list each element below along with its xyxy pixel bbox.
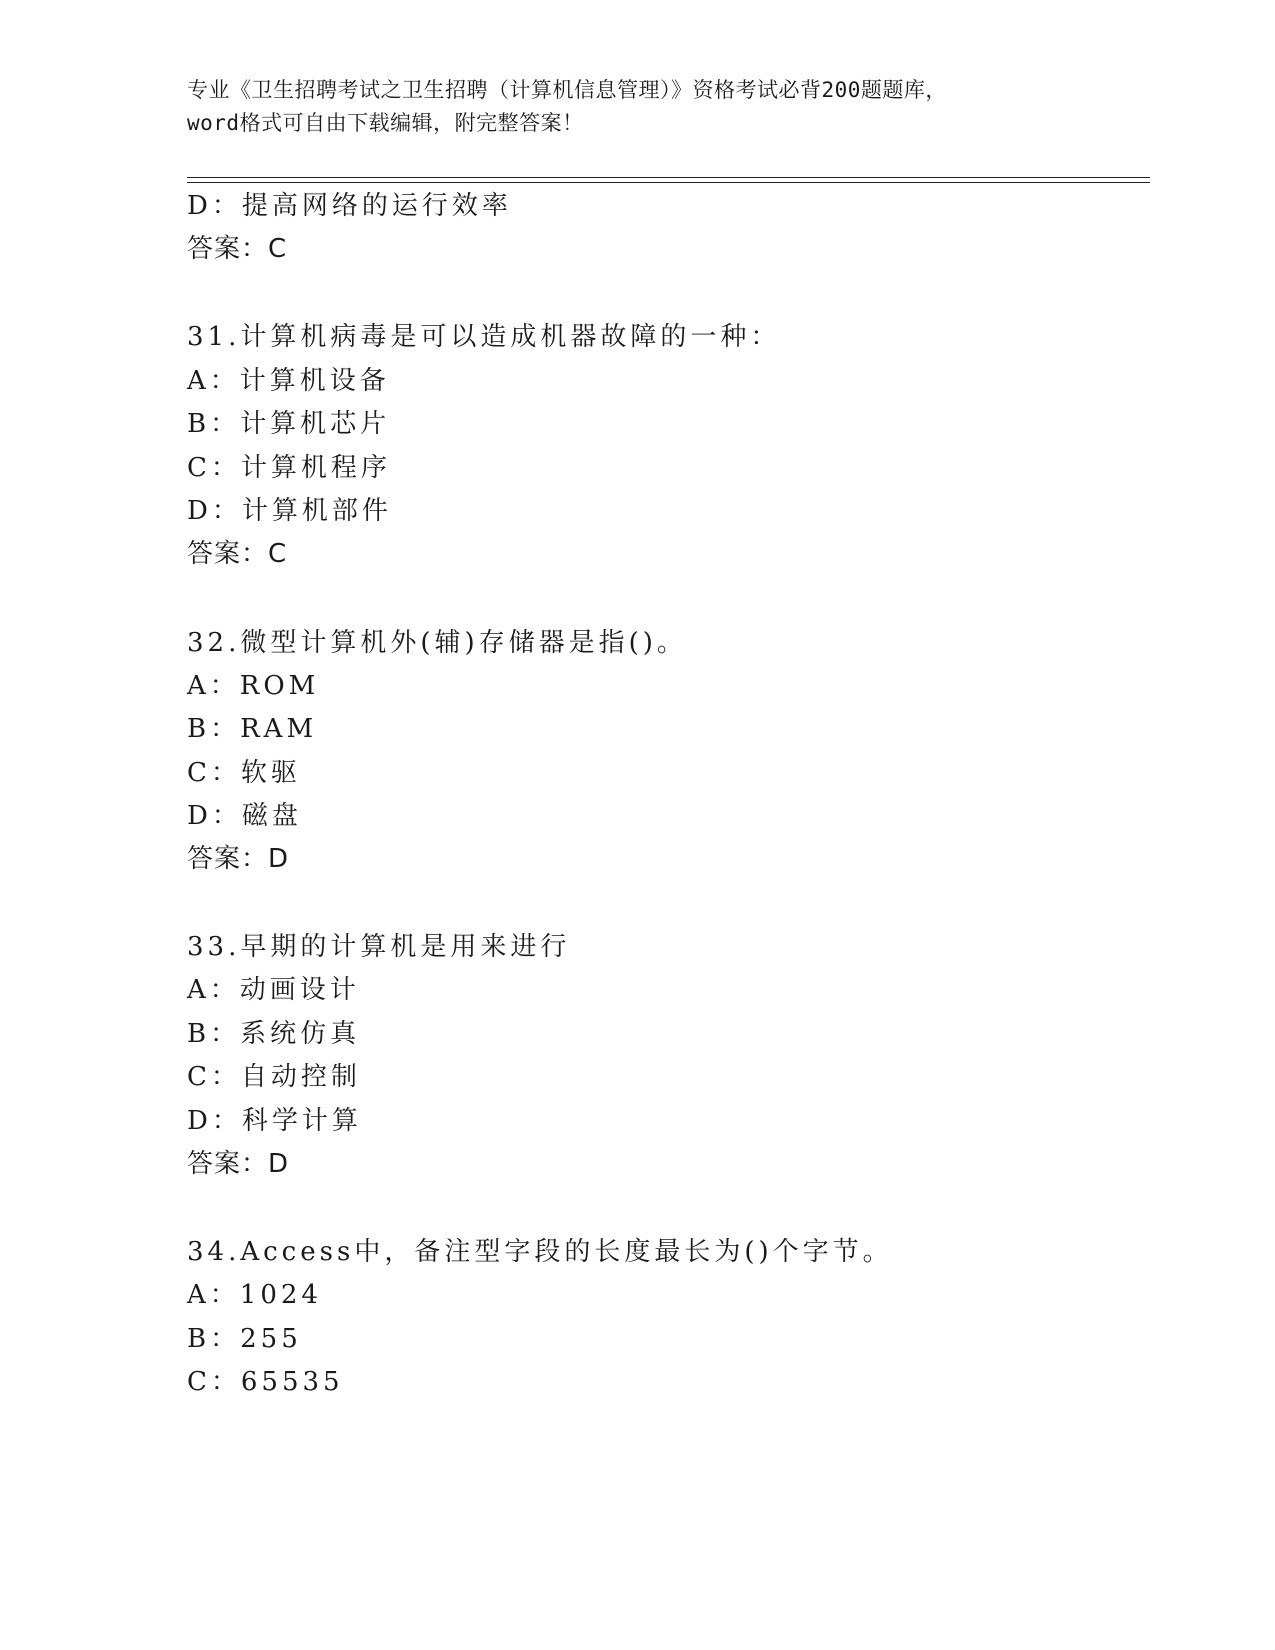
- document-header: [187, 74, 1087, 140]
- question-31-answer: 答案：C: [187, 539, 288, 569]
- question-34-option-b: B：255: [187, 1324, 302, 1354]
- question-32-answer: 答案：D: [187, 844, 290, 874]
- header-divider-bottom: [187, 182, 1150, 183]
- question-33-option-a: A：动画设计: [187, 975, 360, 1005]
- question-31-stem: 31.计算机病毒是可以造成机器故障的一种：: [187, 322, 781, 352]
- question-34-stem: 34.Access中，备注型字段的长度最长为()个字节。: [187, 1237, 893, 1267]
- question-32-stem: 32.微型计算机外(辅)存储器是指()。: [187, 628, 687, 658]
- question-33-stem: 33.早期的计算机是用来进行: [187, 932, 571, 962]
- question-33-answer: 答案：D: [187, 1149, 290, 1179]
- question-32-option-c: C：软驱: [187, 758, 301, 788]
- question-31-option-c: C：计算机程序: [187, 453, 391, 483]
- question-33-option-b: B：系统仿真: [187, 1019, 361, 1049]
- prev-option-d: D：提高网络的运行效率: [187, 191, 512, 221]
- question-32-option-a: A：ROM: [187, 671, 320, 701]
- question-34-option-a: A：1024: [187, 1280, 322, 1310]
- question-31-option-a: A：计算机设备: [187, 366, 390, 396]
- prev-answer: 答案：C: [187, 234, 288, 264]
- question-34-option-c: C：65535: [187, 1367, 344, 1397]
- question-32-option-d: D：磁盘: [187, 801, 302, 831]
- question-32-option-b: B：RAM: [187, 714, 318, 744]
- question-31-option-b: B：计算机芯片: [187, 409, 391, 439]
- question-33-option-d: D：科学计算: [187, 1106, 362, 1136]
- question-33-option-c: C：自动控制: [187, 1062, 361, 1092]
- header-line-2: word格式可自由下载编辑，附完整答案！: [187, 111, 584, 135]
- header-line-1: 专业《卫生招聘考试之卫生招聘（计算机信息管理）》资格考试必背200题题库，: [187, 78, 947, 102]
- question-31-option-d: D：计算机部件: [187, 496, 392, 526]
- header-divider-top: [187, 177, 1150, 178]
